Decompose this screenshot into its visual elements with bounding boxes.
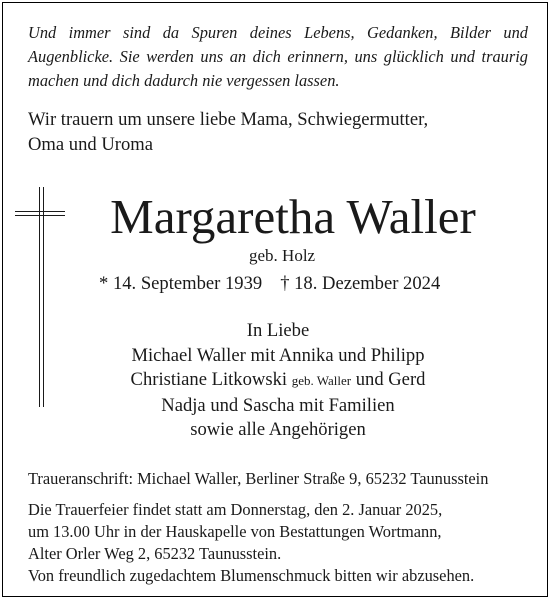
intro-line: Oma und Uroma [28, 134, 153, 155]
birth-date: * 14. September 1939 [99, 273, 263, 294]
mourners-list [78, 319, 478, 443]
mourner-line: Michael Waller mit Annika und Philipp [131, 344, 425, 366]
life-dates [99, 272, 519, 296]
intro-line: Wir trauern um unsere liebe Mama, Schwiegermutter, [28, 109, 429, 130]
service-line: Von freundlich zugedachtem Blumenschmuck bitten wir abzusehen. [28, 566, 475, 585]
poem-line: Und immer sind da Spuren deines Lebens, Gedanken, Bilder und [28, 23, 528, 42]
obituary-notice [2, 2, 548, 597]
mourner-line: sowie alle Angehörigen [190, 419, 366, 440]
service-line: Die Trauerfeier findet statt am Donnerstag, den 2. Januar 2025, [28, 500, 443, 519]
death-date: † 18. Dezember 2024 [280, 273, 441, 294]
mourners-heading: In Liebe [246, 320, 310, 341]
mourner-maiden-name: geb. Waller [291, 373, 352, 388]
service-info [28, 499, 533, 587]
deceased-name: Margaretha Waller [110, 189, 476, 244]
mourner-line: Christiane Litkowski [130, 369, 288, 390]
mourner-line-tail: und Gerd [355, 369, 426, 390]
memorial-poem [28, 21, 528, 93]
cross-icon [15, 187, 65, 407]
condolence-address: Traueranschrift: Michael Waller, Berliner Straße 9, 65232 Taunusstein [28, 469, 489, 488]
intro-text [28, 107, 528, 157]
poem-line: Augenblicke. Sie werden uns an dich erinnern, uns glücklich und [28, 47, 475, 66]
poem-line: traurig machen und dich dadurch nie vergessen lassen. [28, 47, 528, 90]
service-line: um 13.00 Uhr in der Hauskapelle von Bestattungen Wortmann, [28, 522, 442, 541]
maiden-name: geb. Holz [249, 246, 316, 265]
mourner-line: Nadja und Sascha mit Familien [161, 394, 395, 416]
service-line: Alter Orler Weg 2, 65232 Taunusstein. [28, 544, 282, 563]
